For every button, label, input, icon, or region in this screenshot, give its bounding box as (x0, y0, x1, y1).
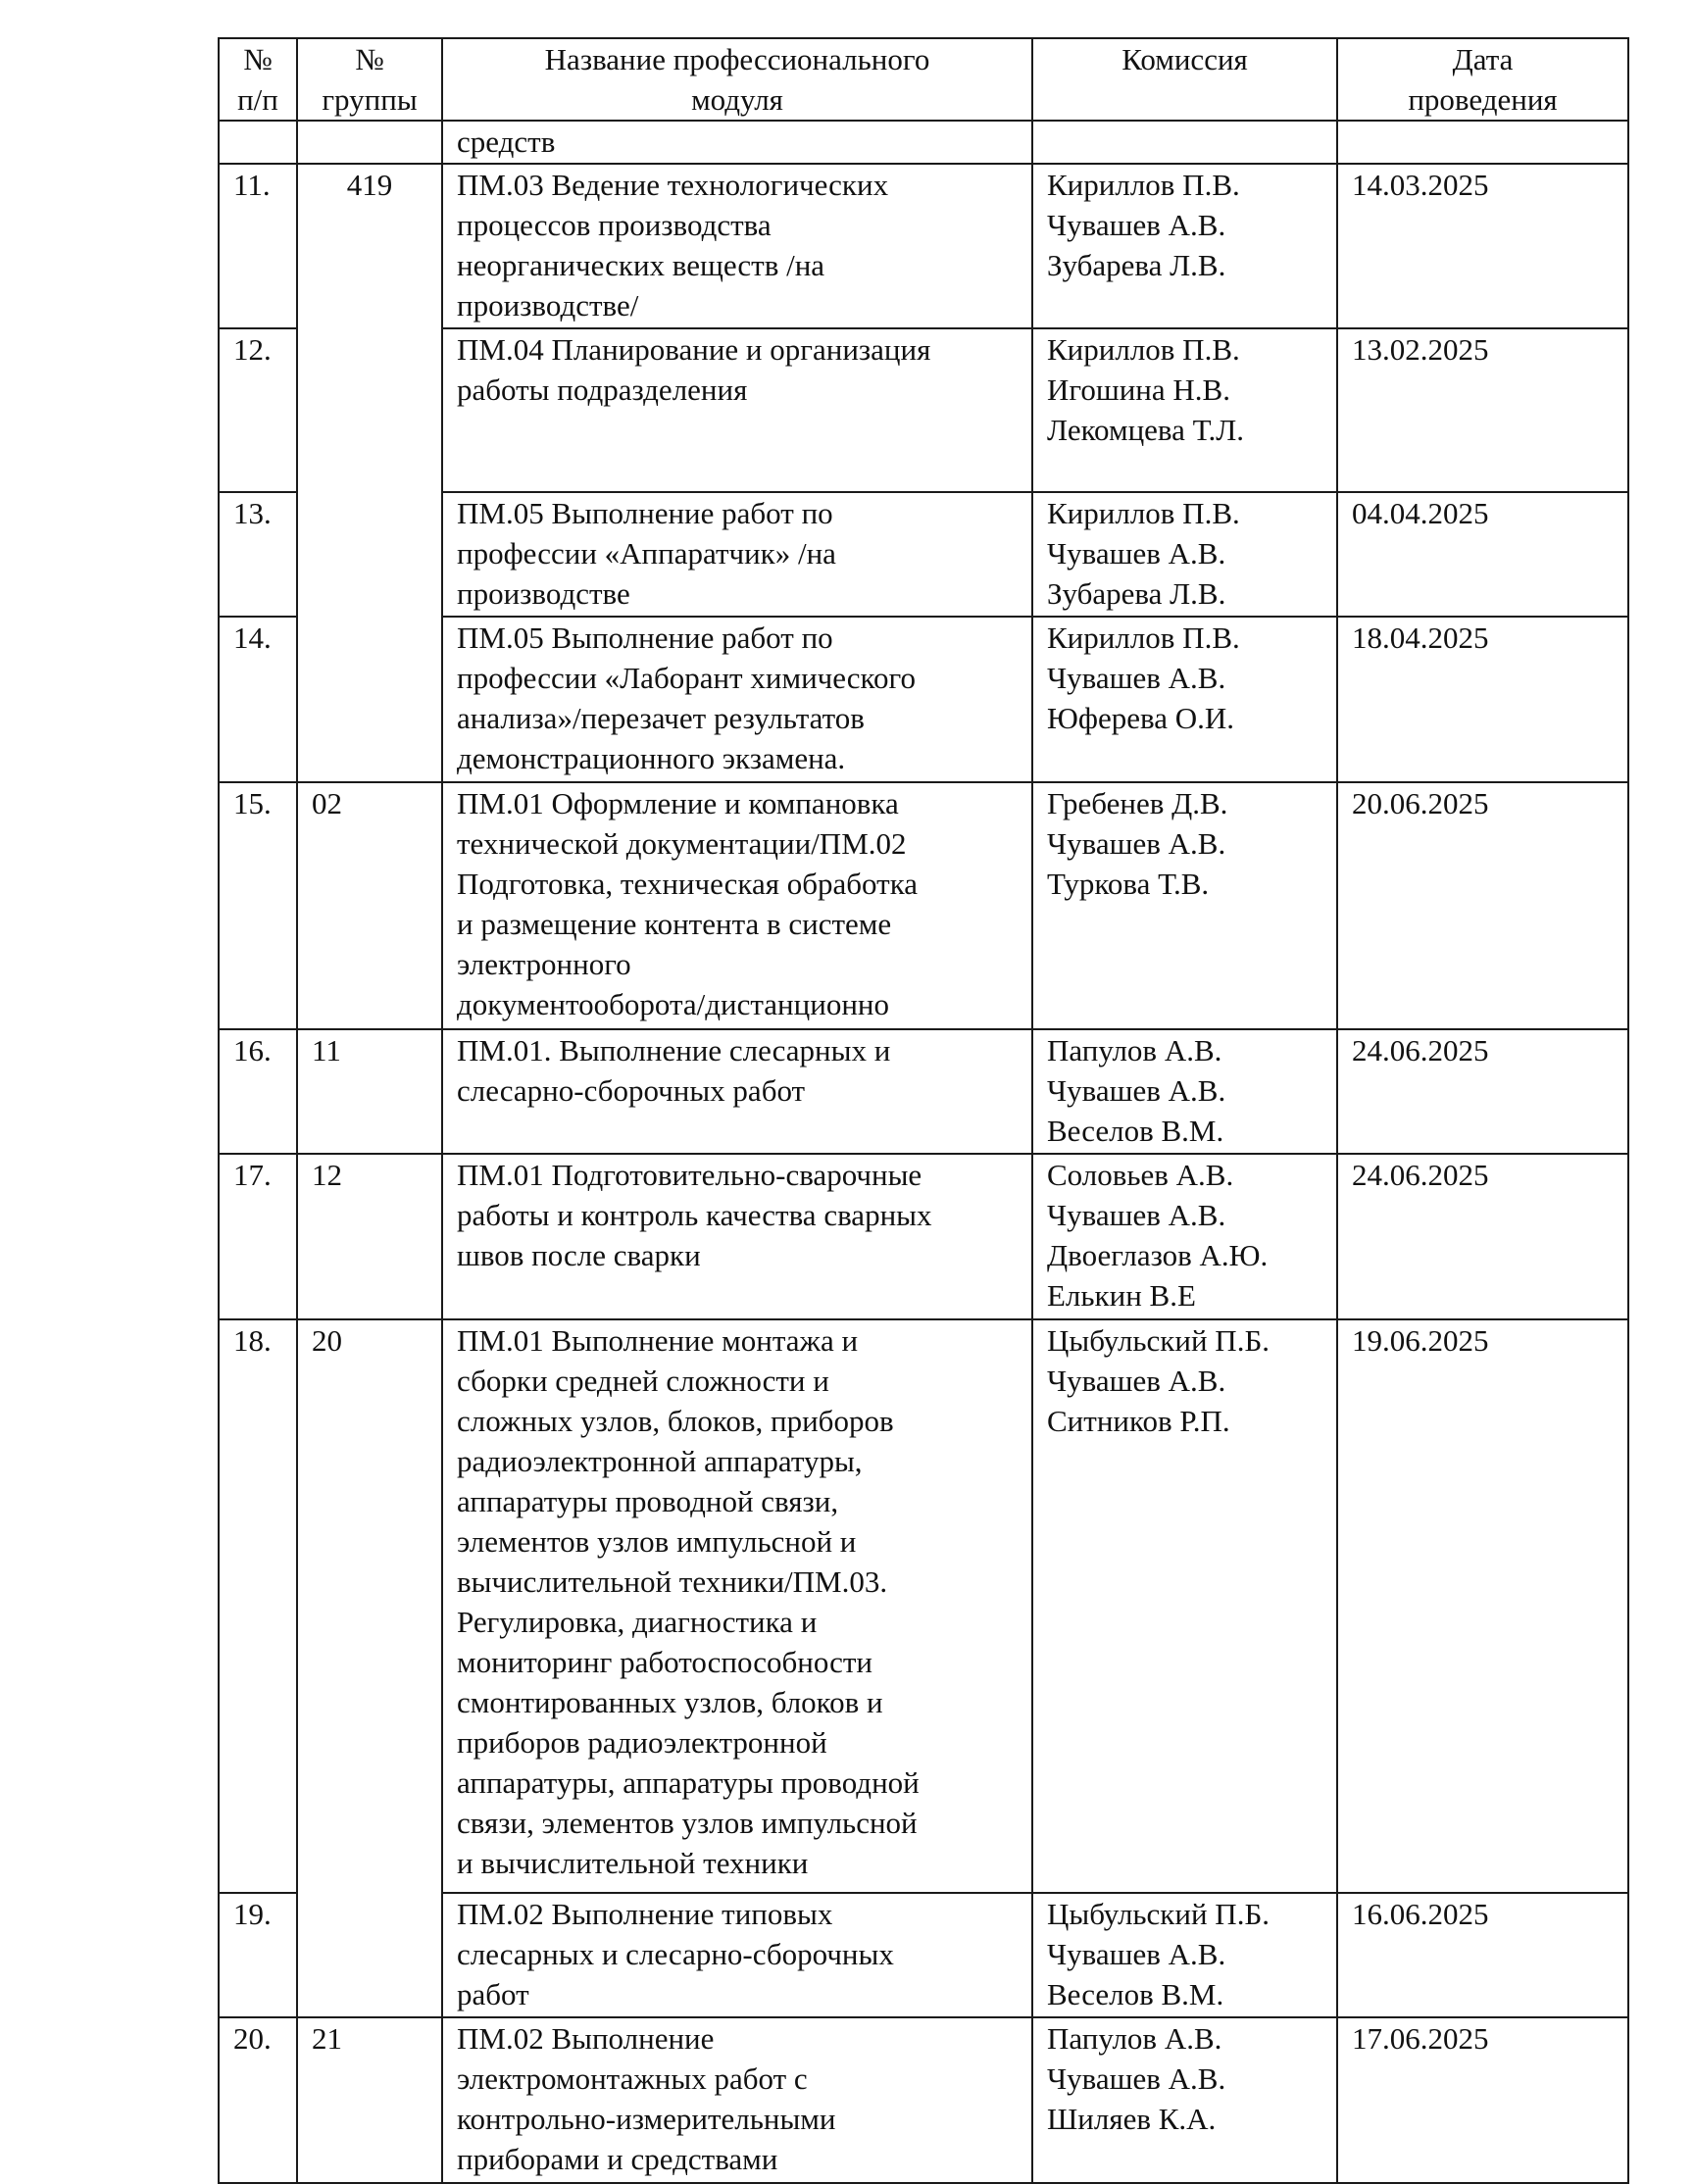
commission-member: Гребенев Д.В. (1047, 785, 1228, 820)
header-commission (1032, 38, 1337, 121)
cell-group (297, 121, 442, 164)
commission-member: Веселов В.М. (1047, 1113, 1224, 1148)
cell-date: 20.06.2025 (1337, 782, 1628, 1029)
cell-module (442, 1029, 1032, 1154)
header-date-line-1: Дата (1452, 42, 1514, 76)
cell-commission (1032, 1319, 1337, 1893)
cell-commission (1032, 1893, 1337, 2017)
module-line: ПМ.04 Планирование и организация (457, 332, 931, 368)
table-row (219, 1154, 1628, 1319)
commission-member: Зубарева Л.В. (1047, 576, 1226, 612)
cell-date: 24.06.2025 (1337, 1154, 1628, 1319)
cell-group: 21 (297, 2017, 442, 2183)
module-line: ПМ.01 Подготовительно-сварочные (457, 1157, 922, 1192)
module-line: Подготовка, техническая обработка (457, 866, 919, 901)
cell-date (1337, 121, 1628, 164)
module-line: смонтированных узлов, блоков и (457, 1684, 883, 1719)
header-commission-line-1: Комиссия (1121, 42, 1248, 76)
module-line: электромонтажных работ с (457, 2061, 808, 2097)
commission-member: Кириллов П.В. (1047, 167, 1240, 202)
cell-num: 15. (219, 782, 297, 1029)
cell-group: 20 (297, 1319, 442, 2018)
module-line: элементов узлов импульсной и (457, 1523, 857, 1559)
commission-member: Папулов А.В. (1047, 2021, 1222, 2057)
header-group-line-2: группы (322, 82, 418, 117)
commission-member: Кириллов П.В. (1047, 496, 1240, 531)
commission-member: Чувашев А.В. (1047, 1072, 1226, 1108)
commission-member: Юферева О.И. (1047, 701, 1234, 736)
cell-module (442, 782, 1032, 1029)
module-line: и вычислительной техники (457, 1845, 809, 1880)
commission-member: Кириллов П.В. (1047, 332, 1240, 368)
table-row (219, 2017, 1628, 2183)
module-line: слесарных и слесарно-сборочных (457, 1937, 894, 1972)
cell-module (442, 1154, 1032, 1319)
module-line: ПМ.01. Выполнение слесарных и (457, 1032, 891, 1067)
commission-member: Цыбульский П.Б. (1047, 1897, 1270, 1932)
cell-num: 18. (219, 1319, 297, 1893)
header-date-line-2: проведения (1408, 82, 1558, 117)
module-line: и размещение контента в системе (457, 906, 892, 941)
cell-group: 419 (297, 164, 442, 782)
cell-module (442, 121, 1032, 164)
commission-member: Соловьев А.В. (1047, 1157, 1234, 1192)
commission-member: Веселов В.М. (1047, 1977, 1224, 2012)
module-line: сборки средней сложности и (457, 1363, 829, 1398)
header-date (1337, 38, 1628, 121)
module-line: ПМ.01 Оформление и компановка (457, 785, 899, 820)
cell-module (442, 2017, 1032, 2183)
commission-member: Елькин В.Е (1047, 1277, 1196, 1313)
cell-commission (1032, 617, 1337, 782)
header-num (219, 38, 297, 121)
cell-date: 19.06.2025 (1337, 1319, 1628, 1893)
module-line: ПМ.02 Выполнение (457, 2021, 715, 2057)
cell-commission (1032, 782, 1337, 1029)
table-row (219, 782, 1628, 1029)
cell-num: 11. (219, 164, 297, 329)
commission-member: Зубарева Л.В. (1047, 247, 1226, 282)
cell-date: 18.04.2025 (1337, 617, 1628, 782)
commission-member: Папулов А.В. (1047, 1032, 1222, 1067)
table-row (219, 164, 1628, 329)
module-line: приборами и средствами (457, 2142, 778, 2177)
cell-commission (1032, 164, 1337, 329)
module-line: аппаратуры, аппаратуры проводной (457, 1764, 920, 1800)
module-line: слесарно-сборочных работ (457, 1072, 806, 1108)
cell-date: 17.06.2025 (1337, 2017, 1628, 2183)
module-line: производстве/ (457, 287, 639, 323)
commission-member: Цыбульский П.Б. (1047, 1322, 1270, 1358)
header-group-line-1: № (355, 42, 384, 76)
exam-schedule-table (218, 37, 1629, 2184)
module-line: демонстрационного экзамена. (457, 741, 846, 776)
cell-module (442, 617, 1032, 782)
commission-member: Чувашев А.В. (1047, 1937, 1226, 1972)
module-line: неорганических веществ /на (457, 247, 825, 282)
module-line: швов после сварки (457, 1237, 701, 1272)
module-line: аппаратуры проводной связи, (457, 1483, 839, 1518)
cell-num: 17. (219, 1154, 297, 1319)
commission-member: Шиляев К.А. (1047, 2102, 1217, 2137)
cell-num: 14. (219, 617, 297, 782)
table-row (219, 1319, 1628, 1893)
module-line: ПМ.05 Выполнение работ по (457, 496, 833, 531)
module-line: производстве (457, 576, 630, 612)
continued-row (219, 121, 1628, 164)
module-line: технической документации/ПМ.02 (457, 825, 907, 861)
module-line: процессов производства (457, 207, 772, 242)
cell-num: 19. (219, 1893, 297, 2017)
commission-member: Чувашев А.В. (1047, 207, 1226, 242)
module-line: приборов радиоэлектронной (457, 1724, 827, 1760)
cell-commission (1032, 2017, 1337, 2183)
module-line: ПМ.01 Выполнение монтажа и (457, 1322, 859, 1358)
module-line: работы и контроль качества сварных (457, 1197, 932, 1232)
cell-date: 14.03.2025 (1337, 164, 1628, 329)
module-line: вычислительной техники/ПМ.03. (457, 1564, 888, 1599)
cell-group: 11 (297, 1029, 442, 1154)
module-line: мониторинг работоспособности (457, 1644, 873, 1679)
cell-num: 20. (219, 2017, 297, 2183)
cell-module (442, 1319, 1032, 1893)
module-line: анализа»/перезачет результатов (457, 701, 865, 736)
cell-date: 16.06.2025 (1337, 1893, 1628, 2017)
commission-member: Чувашев А.В. (1047, 825, 1226, 861)
cell-date: 13.02.2025 (1337, 328, 1628, 492)
cell-module (442, 1893, 1032, 2017)
commission-member: Чувашев А.В. (1047, 2061, 1226, 2097)
cell-date: 04.04.2025 (1337, 492, 1628, 617)
cell-commission (1032, 1154, 1337, 1319)
commission-member: Чувашев А.В. (1047, 1363, 1226, 1398)
commission-member: Лекомцева Т.Л. (1047, 413, 1245, 448)
commission-member: Ситников Р.П. (1047, 1403, 1230, 1438)
commission-member: Туркова Т.В. (1047, 866, 1210, 901)
cell-commission (1032, 328, 1337, 492)
header-module (442, 38, 1032, 121)
cell-commission (1032, 1029, 1337, 1154)
module-line: ПМ.03 Ведение технологических (457, 167, 889, 202)
commission-member: Игошина Н.В. (1047, 372, 1230, 408)
commission-member: Чувашев А.В. (1047, 661, 1226, 696)
cell-num: 12. (219, 328, 297, 492)
module-line: связи, элементов узлов импульсной (457, 1805, 918, 1840)
header-num-line-2: п/п (237, 82, 278, 117)
header-module-line-2: модуля (691, 82, 783, 117)
cell-group: 02 (297, 782, 442, 1029)
module-line: документооборота/дистанционно (457, 986, 890, 1021)
cell-date: 24.06.2025 (1337, 1029, 1628, 1154)
commission-member: Чувашев А.В. (1047, 1197, 1226, 1232)
cell-commission (1032, 121, 1337, 164)
header-num-line-1: № (243, 42, 273, 76)
module-line: контрольно-измерительными (457, 2102, 836, 2137)
module-line: работы подразделения (457, 372, 748, 408)
cell-module (442, 328, 1032, 492)
module-line: радиоэлектронной аппаратуры, (457, 1443, 863, 1478)
table-row (219, 1029, 1628, 1154)
cell-commission (1032, 492, 1337, 617)
header-module-line-1: Название профессионального (544, 42, 930, 76)
cell-num (219, 121, 297, 164)
cell-module (442, 164, 1032, 329)
module-line: ПМ.02 Выполнение типовых (457, 1897, 833, 1932)
cell-num: 16. (219, 1029, 297, 1154)
module-line: средств (457, 124, 556, 159)
cell-group: 12 (297, 1154, 442, 1319)
cell-num: 13. (219, 492, 297, 617)
header-row (219, 38, 1628, 121)
commission-member: Двоеглазов А.Ю. (1047, 1237, 1269, 1272)
module-line: электронного (457, 946, 631, 981)
module-line: профессии «Лаборант химического (457, 661, 916, 696)
commission-member: Чувашев А.В. (1047, 536, 1226, 571)
commission-member: Кириллов П.В. (1047, 620, 1240, 656)
module-line: профессии «Аппаратчик» /на (457, 536, 836, 571)
cell-module (442, 492, 1032, 617)
module-line: работ (457, 1977, 529, 2012)
module-line: ПМ.05 Выполнение работ по (457, 620, 833, 656)
header-group (297, 38, 442, 121)
module-line: сложных узлов, блоков, приборов (457, 1403, 894, 1438)
module-line: Регулировка, диагностика и (457, 1604, 818, 1639)
